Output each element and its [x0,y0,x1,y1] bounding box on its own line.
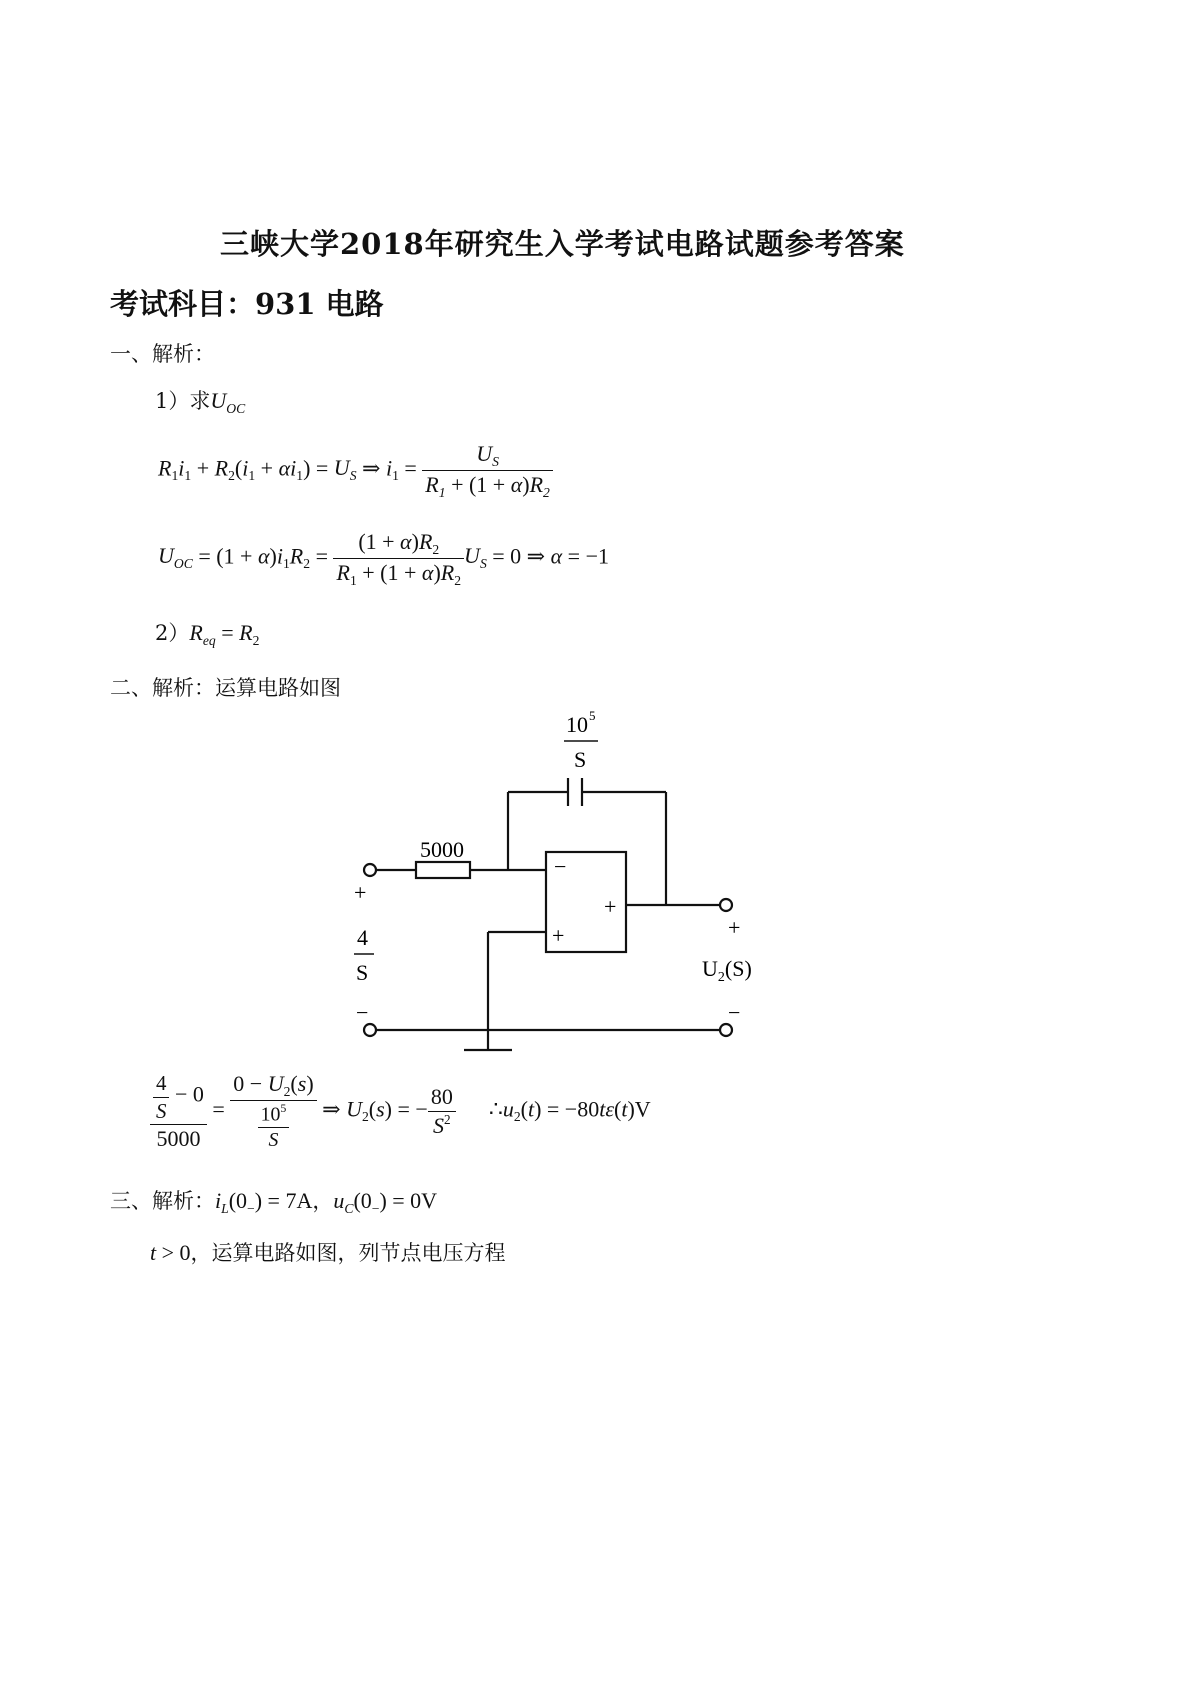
section-3-label: 三、解析： [110,1189,215,1213]
resistor-label: 5000 [420,837,464,862]
equation-1: $R_1i_1 + R_2(i_1 + \alpha i_1) = U_S$ ⇒ $i_1$ = $\frac{U_S}{R_1 + (1 + \alpha)R_2}$ [158,440,553,501]
therefore-symbol: ∴ [488,1096,503,1122]
source-minus-sign: − [356,1000,369,1025]
capacitor-label-exponent: 5 [589,708,596,723]
section-3-line-2: t > 0，运算电路如图，列节点电压方程 [150,1240,506,1265]
output-label: $U_2(S)$ [702,956,752,985]
section-2-heading: 二、解析：运算电路如图 [110,676,341,700]
opamp-minus-sign: − [554,854,567,879]
source-denominator: S [356,960,369,985]
op-amp-circuit-diagram [340,700,800,1070]
step-1-symbol: $U_{OC}$ [210,388,246,416]
step-1-label: 1）求 [155,389,211,413]
step-2-label: 2） [155,621,190,645]
section-3-separator: ， [312,1189,334,1213]
equation-2: $U_{OC} = (1 + \alpha)i_1R_2$ = $\frac{(1 + \alpha)R_2}{R_1 + (1 + \alpha)R_2}$ $U_S = 0$ ⇒ α = −1 [158,529,609,588]
opamp-plus-sign: + [552,923,565,948]
step-1 [155,385,245,417]
source-plus-sign: + [354,880,367,905]
exam-subject: 考试科目：931 电路 [110,287,384,321]
section-3-line-2-text: ，运算电路如图，列节点电压方程 [190,1241,506,1265]
output-minus-sign: − [728,1000,741,1025]
section-1-heading: 一、解析： [110,342,215,366]
source-numerator: 4 [357,925,368,950]
output-plus-sign: + [728,915,741,940]
equation-3: $\frac{4}{S}$ − 0 5000 = $\frac{0 - U_2(s)}{\frac{10^5}{S}}$ ⇒ $U_2(s)$ = − $\frac{80}{S^2}$ $\therefore u_2(t) = -80t\varepsilon(t)V$ [150,1070,651,1153]
section-3-heading: 三、解析：$i_L(0_-) = 7A$，$u_C(0_-) = 0V$ [110,1188,438,1216]
capacitor-label-denominator: S [574,747,587,772]
opamp-output-sign: + [604,894,617,919]
capacitor-label-numerator: 10 [566,712,588,737]
step-2: $2)R_{eq} = R_2$ [155,620,260,648]
page-title: 三峡大学2018年研究生入学考试电路试题参考答案 [220,227,905,261]
